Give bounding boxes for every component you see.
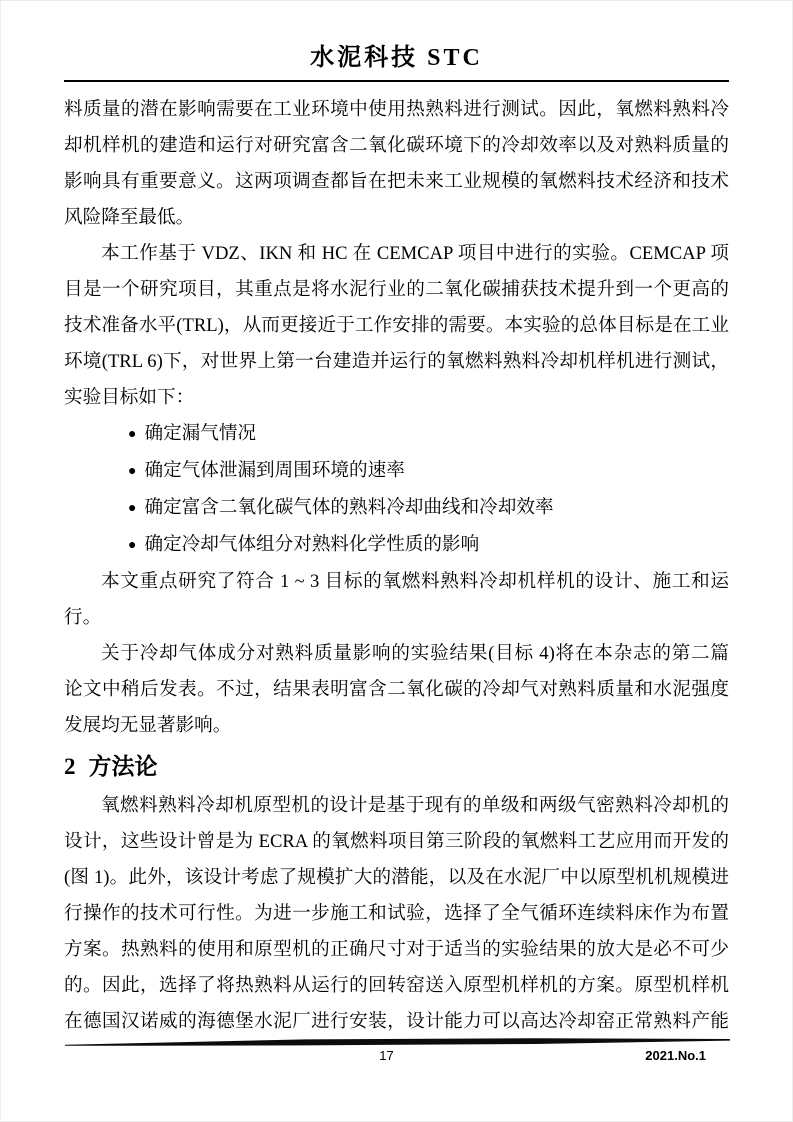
text-line: 设计，这些设计曾是为 ECRA 的氧燃料项目第三阶段的氧燃料工艺应用而开发的 (64, 831, 729, 852)
bullet-item-label: 确定漏气情况 (144, 423, 257, 444)
text-line: 技术准备水平(TRL)，从而更接近于工作安排的需要。本实验的总体目标是在工业 (64, 315, 729, 336)
bullet-item-label: 确定气体泄漏到周围环境的速率 (144, 460, 405, 481)
bullet-item-label: 确定冷却气体组分对熟料化学性质的影响 (144, 534, 480, 555)
text-line: 环境(TRL 6)下，对世界上第一台建造并运行的氧燃料熟料冷却机样机进行测试， (64, 351, 729, 372)
text-line: 行操作的技术可行性。为进一步施工和试验，选择了全气循环连续料床作为布置 (64, 903, 729, 924)
bullet-item (64, 453, 729, 490)
issue-number: 2021.No.1 (645, 1048, 706, 1063)
text-line: 在德国汉诺威的海德堡水泥厂进行安装，设计能力可以高达冷却窑正常熟料产能 (64, 1011, 729, 1032)
text-line: 目是一个研究项目，其重点是将水泥行业的二氧化碳捕获技术提升到一个更高的 (64, 279, 729, 300)
bullet-icon: ● (128, 427, 137, 442)
text-line: 却机样机的建造和运行对研究富含二氧化碳环境下的冷却效率以及对熟料质量的 (64, 135, 729, 156)
paragraph (64, 636, 729, 744)
bullet-item (64, 416, 729, 453)
bullet-icon: ● (128, 538, 137, 553)
text-line: (图 1)。此外，该设计考虑了规模扩大的潜能，以及在水泥厂中以原型机机规模进 (64, 867, 729, 888)
text-line: 的。因此，选择了将热熟料从运行的回转窑送入原型机样机的方案。原型机样机 (64, 975, 729, 996)
text-line: 本文重点研究了符合 1 ~ 3 目标的氧燃料熟料冷却机样机的设计、施工和运 (101, 571, 729, 592)
paragraph (64, 92, 729, 236)
bullet-icon: ● (128, 464, 137, 479)
page-footer (65, 1037, 730, 1065)
text-line: 氧燃料熟料冷却机原型机的设计是基于现有的单级和两级气密熟料冷却机的 (101, 795, 729, 816)
page-header (1, 1, 792, 82)
bullet-item (64, 490, 729, 527)
bullet-item-label: 确定富含二氧化碳气体的熟料冷却曲线和冷却效率 (144, 497, 554, 518)
footer-row (65, 1047, 730, 1065)
text-line: 实验目标如下： (64, 387, 195, 408)
text-line: 方案。热熟料的使用和原型机的正确尺寸对于适当的实验结果的放大是必不可少 (64, 939, 729, 960)
page-number: 17 (379, 1048, 394, 1063)
footer-rule (65, 1037, 730, 1047)
text-line: 料质量的潜在影响需要在工业环境中使用热熟料进行测试。因此，氧燃料熟料冷 (64, 99, 729, 120)
text-line: 行。 (64, 607, 102, 628)
section-number: 2 (64, 754, 76, 779)
bullet-item (64, 527, 729, 564)
paragraph (64, 564, 729, 636)
text-line: 论文中稍后发表。不过，结果表明富含二氧化碳的冷却气对熟料质量和水泥强度 (64, 679, 729, 700)
paragraph (64, 236, 729, 416)
section-title: 方法论 (88, 754, 158, 779)
text-line: 影响具有重要意义。这两项调查都旨在把未来工业规模的氧燃料技术经济和技术 (64, 171, 729, 192)
bullet-list (64, 416, 729, 564)
header-rule (64, 80, 729, 82)
text-line: 发展均无显著影响。 (64, 715, 232, 736)
section-heading (64, 751, 729, 783)
bullet-icon: ● (128, 501, 137, 516)
paragraph (64, 788, 729, 1040)
text-line: 关于冷却气体成分对熟料质量影响的实验结果(目标 4)将在本杂志的第二篇 (101, 643, 729, 664)
body-text (64, 92, 729, 1040)
journal-title: 水泥科技 STC (310, 45, 483, 71)
text-line: 本工作基于 VDZ、IKN 和 HC 在 CEMCAP 项目中进行的实验。CEMCAP 项 (101, 243, 729, 264)
text-line: 风险降至最低。 (64, 207, 195, 228)
